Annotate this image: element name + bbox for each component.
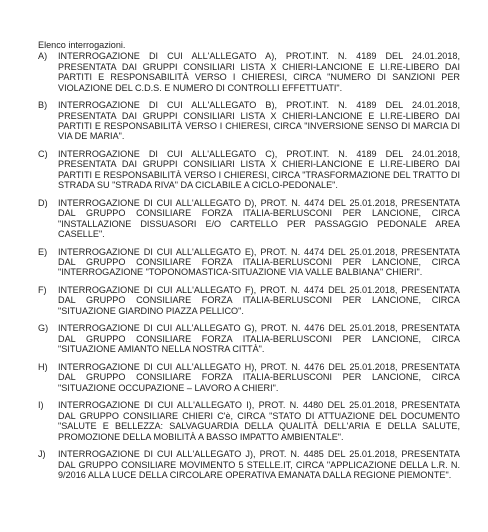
item-text: INTERROGAZIONE DI CUI ALL'ALLEGATO G), PROT. N. 4476 DEL 25.01.2018, PRESENTATA DAL GRUPPO CONSILIARE FORZA ITALIA-BERLUSCONI PER LANCIONE, CIRCA "SITUAZIONE AMIANTO NELLA NOSTRA CITTÀ".	[58, 323, 460, 355]
list-item	[38, 100, 460, 142]
list-item	[38, 449, 460, 480]
item-letter: D)	[38, 197, 48, 208]
interrogation-list	[38, 51, 460, 480]
document-page	[38, 40, 460, 488]
item-letter: E)	[38, 246, 48, 257]
document-heading: Elenco interrogazioni.	[38, 40, 126, 50]
item-text: INTERROGAZIONE DI CUI ALL'ALLEGATO A), PROT.INT. N. 4189 DEL 24.01.2018, PRESENTATA DAI GRUPPI CONSILIARI LISTA X CHIERI-LANCIONE E LI.RE-LIBERO DAI PARTITI E RESPONSABILITÀ VERSO I CHIERESI, CIRCA "NUMERO DI SANZIONI PER VIOLAZIONE DEL C.D.S. E NUMERO DI CONTROLLI EFFETTUATI".	[58, 51, 460, 93]
item-letter: H)	[38, 361, 48, 372]
item-text: INTERROGAZIONE DI CUI ALL'ALLEGATO H), PROT. N. 4476 DEL 25.01.2018, PRESENTATA DAL GRUPPO CONSILIARE FORZA ITALIA-BERLUSCONI PER LANCIONE, CIRCA "SITUAZIONE OCCUPAZIONE – LAVORO A CHIERI".	[58, 361, 460, 393]
item-text: INTERROGAZIONE DI CUI ALL'ALLEGATO C), PROT.INT. N. 4189 DEL 24.01.2018, PRESENTATA DAI GRUPPI CONSILIARI LISTA X CHIERI-LANCIONE E LI.RE-LIBERO DAI PARTITI E RESPONSABILITÀ VERSO I CHIERESI, CIRCA "TRASFORMAZIONE DEL TRATTO DI STRADA SU "STRADA RIVA" DA CICLABILE A CICLO-PEDONALE".	[58, 149, 460, 191]
list-item	[38, 198, 460, 240]
item-letter: B)	[38, 100, 48, 111]
list-item	[38, 400, 460, 442]
list-item	[38, 362, 460, 393]
item-text: INTERROGAZIONE DI CUI ALL'ALLEGATO E), PROT. N. 4474 DEL 25.01.2018, PRESENTATA DAL GRUPPO CONSILIARE FORZA ITALIA-BERLUSCONI PER LANCIONE, CIRCA "INTERROGAZIONE "TOPONOMASTICA-SITUAZIONE VIA VALLE BALBIANA" CHIERI".	[58, 246, 460, 278]
item-letter: G)	[38, 323, 49, 334]
item-letter: F)	[38, 285, 47, 296]
item-text: INTERROGAZIONE DI CUI ALL'ALLEGATO I), PROT. N. 4480 DEL 25.01.2018, PRESENTATA DAL GRUPPO CONSILIARE CHIERI C'è, CIRCA "STATO DI ATTUAZIONE DEL DOCUMENTO "SALUTE E BELLEZZA: SALVAGUARDIA DELLA QUALITÀ DELL'ARIA E DELLA SALUTE, PROMOZIONE DELLA MOBILITÀ A BASSO IMPATTO AMBIENTALE".	[58, 400, 460, 442]
item-text: INTERROGAZIONE DI CUI ALL'ALLEGATO J), PROT. N. 4485 DEL 25.01.2018, PRESENTATA DAL GRUPPO CONSILIARE MOVIMENTO 5 STELLE.IT, CIRCA "APPLICAZIONE DELLA L.R. N. 9/2016 ALLA LUCE DELLA CIRCOLARE OPERATIVA EMANATA DALLA REGIONE PIEMONTE".	[58, 449, 460, 480]
list-item	[38, 285, 460, 316]
item-text: INTERROGAZIONE DI CUI ALL'ALLEGATO D), PROT. N. 4474 DEL 25.01.2018, PRESENTATA DAL GRUPPO CONSILIARE FORZA ITALIA-BERLUSCONI PER LANCIONE, CIRCA "INSTALLAZIONE DISSUASORI E/O CARTELLO PER PASSAGGIO PEDONALE AREA CASELLE".	[58, 197, 460, 240]
item-letter: I)	[38, 400, 44, 411]
list-item	[38, 323, 460, 354]
item-letter: A)	[38, 51, 48, 62]
list-item	[38, 247, 460, 278]
list-item	[38, 51, 460, 93]
item-letter: C)	[38, 149, 48, 160]
item-text: INTERROGAZIONE DI CUI ALL'ALLEGATO F), PROT. N. 4474 DEL 25.01.2018, PRESENTATA DAL GRUPPO CONSILIARE FORZA ITALIA-BERLUSCONI PER LANCIONE, CIRCA "SITUAZIONE GIARDINO PIAZZA PELLICO".	[58, 285, 460, 316]
item-letter: J)	[38, 449, 46, 460]
item-text: INTERROGAZIONE DI CUI ALL'ALLEGATO B), PROT.INT. N. 4189 DEL 24.01.2018, PRESENTATA DAI GRUPPI CONSILIARI LISTA X CHIERI-LANCIONE E LI.RE-LIBERO DAI PARTITI E RESPONSABILITÀ VERSO I CHIERESI, CIRCA "INVERSIONE SENSO DI MARCIA DI VIA DE MARIA".	[58, 100, 460, 142]
list-item	[38, 149, 460, 191]
